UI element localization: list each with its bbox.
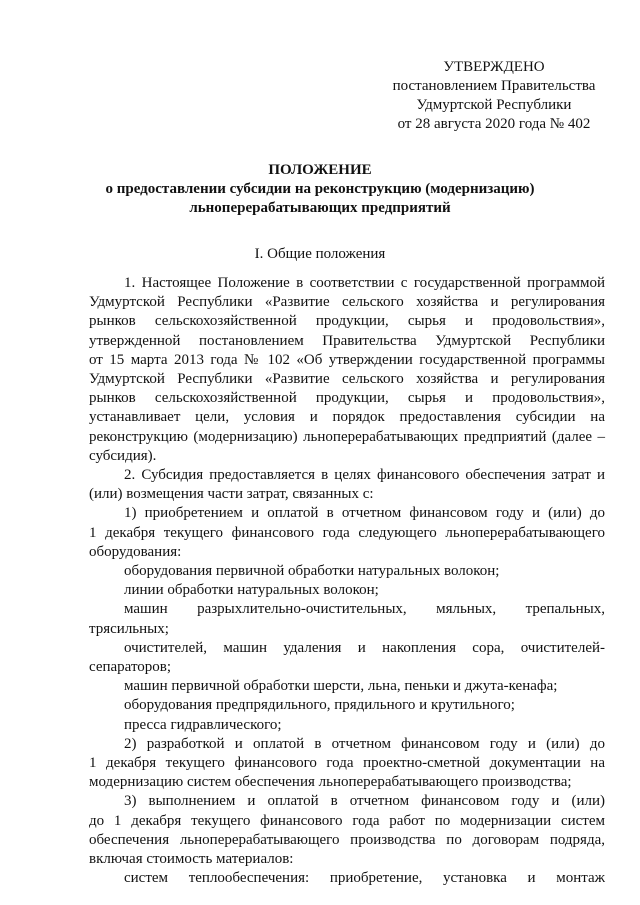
- text-line: от 15 марта 2013 года № 102 «Об утверждении государственной программы: [89, 351, 605, 368]
- text-line: включая стоимость материалов:: [89, 851, 294, 868]
- text-line: машин разрыхлительно-очистительных, мяльных, трепальных,: [124, 601, 605, 618]
- text-line: машин первичной обработки шерсти, льна, пеньки и джута-кенафа;: [124, 678, 558, 695]
- approval-line: Удмуртской Республики: [416, 97, 572, 113]
- section-heading: I. Общие положения: [254, 246, 386, 262]
- text-line: (или) возмещения части затрат, связанных с:: [89, 486, 374, 503]
- title-line: ПОЛОЖЕНИЕ: [268, 162, 372, 178]
- title-line: о предоставлении субсидии на реконструкцию (модернизацию): [105, 181, 535, 197]
- text-line: 3) выполнением и оплатой в отчетном финансовом году и (или): [124, 793, 605, 810]
- text-line: систем теплообеспечения: приобретение, установка и монтаж: [124, 870, 605, 887]
- title-line: льноперерабатывающих предприятий: [189, 200, 451, 216]
- text-line: 2. Субсидия предоставляется в целях финансового обеспечения затрат и: [124, 467, 605, 484]
- document-title: [100, 161, 540, 218]
- text-line: Удмуртской Республики «Развитие сельского хозяйства и регулирования: [89, 294, 605, 311]
- text-line: трясильных;: [89, 620, 169, 637]
- text-line: утвержденной постановлением Правительства Удмуртской Республики: [89, 332, 605, 349]
- text-line: оборудования:: [89, 543, 182, 560]
- approval-line: УТВЕРЖДЕНО: [443, 59, 545, 75]
- text-line: сепараторов;: [89, 659, 172, 676]
- text-line: 1. Настоящее Положение в соответствии с государственной программой: [124, 275, 605, 291]
- text-line: субсидия).: [89, 447, 157, 464]
- text-line: устанавливает цели, условия и порядок предоставления субсидии на: [89, 409, 605, 426]
- text-line: линии обработки натуральных волокон;: [124, 582, 379, 599]
- text-line: 1) приобретением и оплатой в отчетном финансовом году и (или) до: [124, 505, 605, 522]
- text-line: очистителей, машин удаления и накопления сора, очистителей-: [124, 639, 605, 656]
- text-line: 1 декабря текущего финансового года следующего льноперерабатывающего: [89, 524, 605, 541]
- text-line: модернизацию систем обеспечения льноперерабатывающего производства;: [89, 774, 572, 791]
- text-line: обеспечения льноперерабатывающего производства по договорам подряда,: [89, 831, 605, 848]
- document-body: [89, 274, 605, 889]
- text-line: рынков сельскохозяйственной продукции, сырья и продовольствия»,: [89, 313, 605, 330]
- text-line: рынков сельскохозяйственной продукции, сырья и продовольствия»,: [89, 390, 605, 407]
- text-line: до 1 декабря текущего финансового года работ по модернизации систем: [89, 812, 605, 829]
- text-line: 2) разработкой и оплатой в отчетном финансовом году и (или) до: [124, 735, 605, 752]
- approval-line: от 28 августа 2020 года № 402: [397, 116, 591, 132]
- text-line: Удмуртской Республики «Развитие сельского хозяйства и регулирования: [89, 371, 605, 388]
- text-line: реконструкцию (модернизацию) льноперерабатывающих предприятий (далее –: [89, 428, 605, 445]
- text-line: 1 декабря текущего финансового года проектно-сметной документации на: [89, 755, 605, 772]
- text-line: оборудования первичной обработки натуральных волокон;: [124, 563, 500, 580]
- approval-line: постановлением Правительства: [392, 78, 596, 94]
- text-line: оборудования предпрядильного, прядильного и крутильного;: [124, 697, 515, 714]
- approval-stamp: [384, 58, 604, 134]
- text-line: пресса гидравлического;: [124, 716, 282, 733]
